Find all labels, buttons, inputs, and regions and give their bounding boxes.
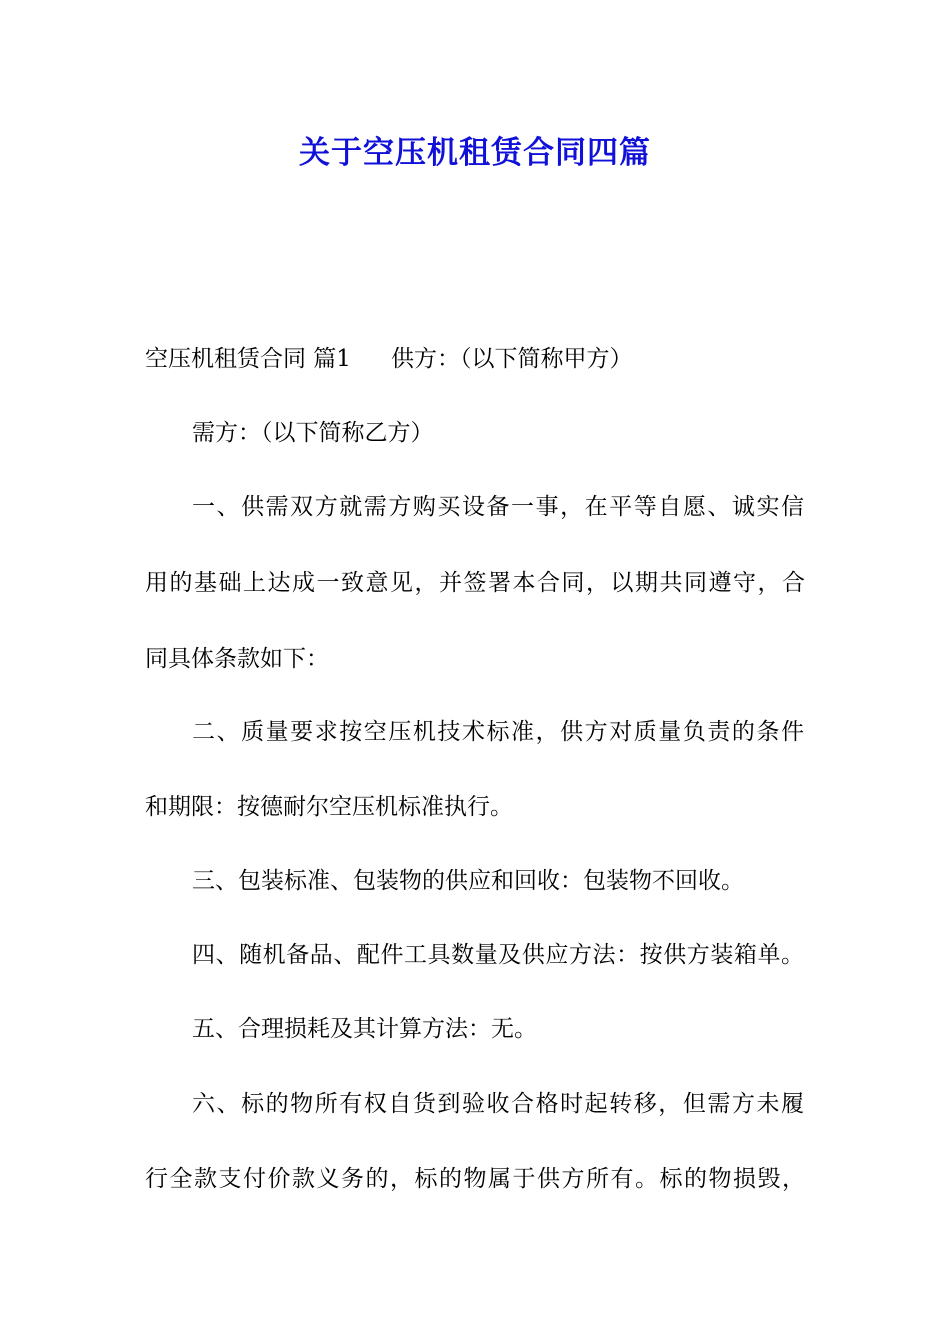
contract-part-label: 空压机租赁合同 篇1 (145, 346, 351, 372)
paragraph-line: 行全款支付价款义务的，标的物属于供方所有。标的物损毁， (145, 1166, 805, 1192)
paragraph-line: 用的基础上达成一致意见，并签署本合同，以期共同遵守，合 (145, 570, 805, 596)
paragraph-line: 五、合理损耗及其计算方法：无。 (192, 1016, 537, 1042)
document-title: 关于空压机租赁合同四篇 (299, 135, 651, 171)
buyer-label: 需方：（以下简称乙方） (192, 420, 434, 446)
paragraph-line: 二、质量要求按空压机技术标准，供方对质量负责的条件 (192, 719, 804, 745)
paragraph-line: 同具体条款如下： (145, 646, 329, 672)
paragraph-line: 一、供需双方就需方购买设备一事，在平等自愿、诚实信 (192, 494, 804, 520)
paragraph-line: 六、标的物所有权自货到验收合格时起转移，但需方未履 (192, 1091, 804, 1117)
heading-line (145, 341, 815, 377)
supplier-label: 供方：（以下简称甲方） (390, 346, 633, 372)
paragraph-line: 四、随机备品、配件工具数量及供应方法：按供方装箱单。 (192, 942, 804, 968)
paragraph-line: 三、包装标准、包装物的供应和回收：包装物不回收。 (192, 868, 744, 894)
paragraph-line: 和期限：按德耐尔空压机标准执行。 (145, 794, 513, 820)
